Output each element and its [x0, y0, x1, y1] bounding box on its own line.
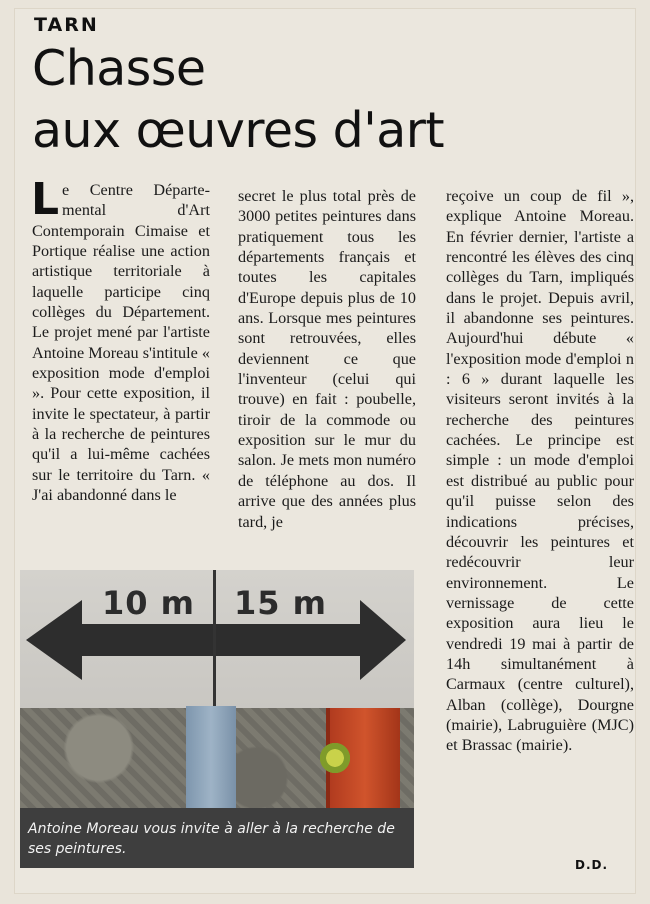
divider-line [213, 570, 216, 708]
column-2-text: secret le plus total près de 3000 petites peintures dans pratiquement tous les départements français et toutes les capitales d'Europe depuis plus de 10 ans. Lorsque mes peintures sont retrouvées, elles deviennent ce que l'inventeur (celui qui trouve) en fait : poubelle, tiroir de la commode ou exposition sur le mur du salon. Je mets mon numéro de téléphone au dos. Il arrive que des années plus tard, je [238, 187, 416, 531]
plant [320, 738, 350, 778]
article-column-1 [31, 174, 210, 506]
article-column-2 [238, 186, 416, 532]
headline [32, 38, 592, 162]
article-photo [20, 570, 414, 868]
headline-line-1: Chasse [32, 40, 206, 97]
distance-label-left: 10 m [102, 584, 196, 622]
author-signature: D.D. [575, 858, 609, 872]
column-1-text: e Centre Départe-mental d'Art Contemporain Cimaise et Portique réalise une action artistique territoriale à laquelle participe cinq collèges du Département. Le projet mené par l'artiste Antoine Moreau s'intitule « exposition mode d'emploi ». Pour cette exposition, il invite le spectateur, à partir à la recherche de peintures qu'il a lui-même cachées sur le territoire du Tarn. « J'ai abandonné dans le [32, 181, 210, 505]
headline-line-2: aux œuvres d'art [32, 102, 445, 159]
distance-label-right: 15 m [234, 584, 328, 622]
column-3-text: reçoive un coup de fil », explique Antoine Moreau. En février dernier, l'artiste a rencontré les élèves des cinq collèges du Tarn, impliqués dans le projet. Depuis avril, il abandonne ses peintures. Aujourd'hui débute « l'exposition mode d'emploi n : 6 » durant laquelle les visiteurs seront invités à la recherche des peintures cachées. Le principe est simple : un mode d'emploi est distribué au public pour qu'il puisse selon des indications précises, découvrir les peintures et redécouvrir leur environnement. Le vernissage de cette exposition aura lieu le vendredi 19 mai à partir de 14h simultanément à Carmaux (centre culturel), Alban (collège), Dourgne (mairie), Labruguière (MJC) et Brassac (mairie). [446, 187, 634, 755]
double-arrow-icon [20, 570, 414, 708]
blue-pillar [186, 706, 236, 810]
photo-caption: Antoine Moreau vous invite à aller à la recherche de ses peintures. [28, 821, 395, 857]
drop-cap: L [31, 174, 60, 225]
section-label: TARN [34, 14, 99, 36]
article-column-3 [446, 186, 634, 756]
